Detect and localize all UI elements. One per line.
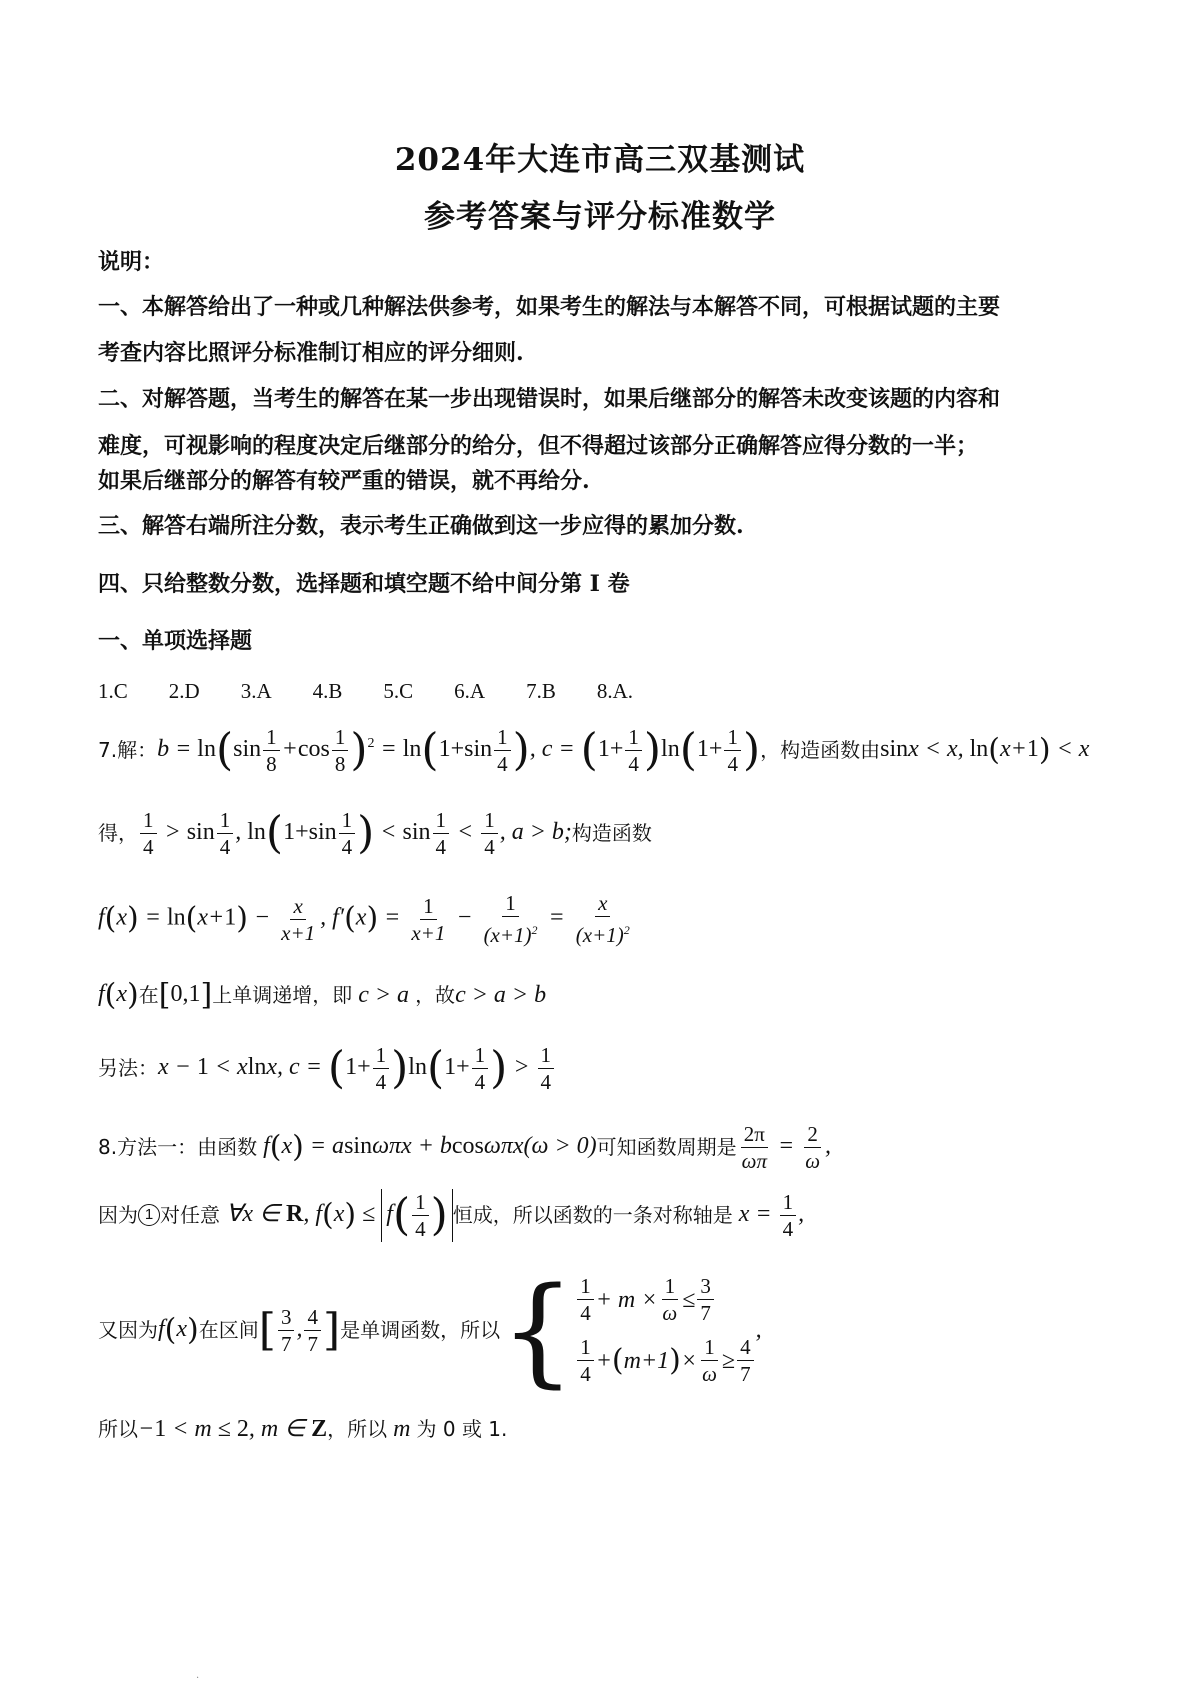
q7-formula-get: $\frac{1}{4}$ > sin $\frac{1}{4}$ , ln(1+sin $\frac{1}{4}$ ) < sin $\frac{1}{4}$ < $\frac{1}{4}$ , a > b;	[138, 807, 572, 860]
q7-formula-b: b = ln(sin $\frac{1}{8}$ +cos $\frac{1}{8}$ )$^2$ = ln(1+sin $\frac{1}{4}$ ), c = (1+ $\frac{1}{4}$ )ln(1+ $\frac{1}{4}$ )	[157, 724, 761, 776]
note-2c: 如果后继部分的解答有较严重的错误，就不再给分.	[98, 468, 590, 494]
q7-c-gt-a: c > a	[352, 982, 416, 1008]
note-1b: 考查内容比照评分标准制订相应的评分细则.	[98, 340, 524, 366]
q8-period-text: 可知函数周期是	[596, 1135, 737, 1159]
q7-alt-formula: x − 1 < xlnx, c = (1+ $\frac{1}{4}$ )ln(1+ $\frac{1}{4}$ ) > $\frac{1}{4}$	[158, 1042, 556, 1095]
note-1a: 一、本解答给出了一种或几种解法供参考，如果考生的解法与本解答不同，可根据试题的主要	[98, 294, 1001, 320]
q8-range: −1 < m ≤ 2, m ∈ Z	[138, 1416, 328, 1442]
answer-7: 7.B	[526, 679, 556, 703]
q7-c-gt-a-gt-b: c > a > b	[455, 982, 547, 1008]
left-brace-icon: {	[500, 1261, 576, 1399]
q8-line-2	[98, 1185, 1110, 1245]
q8-system: $\frac{1}{4}$ + m × $\frac{1}{\omega}$ ≤ $\frac{3}{7}$ $\frac{1}{4}$ + ( m+1 ) × $\frac{1}{\omega}$ ≥ $\frac{4}{7}$	[575, 1273, 755, 1387]
q7-mono-1: 在	[138, 983, 159, 1007]
q7-line-4	[98, 978, 1110, 1012]
q7-line-1	[98, 720, 1110, 780]
q8-mono-text: 是单调函数，所以	[340, 1318, 501, 1342]
answer-3: 3.A	[240, 679, 272, 703]
answer-1: 1.C	[98, 679, 128, 703]
q7-construct2: 构造函数	[571, 821, 652, 845]
q7-inequality: sinx < x, ln(x+1) < x	[880, 732, 1090, 768]
note-3: 三、解答右端所注分数，表示考生正确做到这一步应得的累加分数.	[98, 513, 744, 539]
circled-number-icon: 1	[138, 1204, 160, 1226]
q8-concl-b: ，所以	[327, 1417, 388, 1441]
note-4: 四、只给整数分数，选择题和填空题不给中间分第 I 卷	[98, 571, 630, 597]
page-subtitle: 参考答案与评分标准数学	[424, 199, 776, 235]
q8-label: 8.方法一：由函数	[98, 1135, 258, 1159]
answer-6: 6.A	[454, 679, 486, 703]
q8-formula-f: f(x) = asinωπx + bcosωπx(ω > 0)	[257, 1129, 597, 1165]
q7-fx: f(x)	[98, 977, 139, 1013]
q7-get-label: 得，	[98, 821, 138, 845]
q8-concl-c: 为 0 或 1.	[416, 1417, 508, 1441]
q8-forall: ∀x ∈ R, f(x) ≤ f( $\frac{1}{4}$ )	[220, 1189, 453, 1242]
q8-interval-text: 在区间	[198, 1318, 259, 1342]
q8-because-2: 又因为	[98, 1318, 158, 1342]
q8-line-3: 又因为 f(x) 在区间 [ $\frac{3}{7}$ , $\frac{4}{7}$ ] 是单调函数，所以 { $\frac{1}{4}$ + m × $\frac{1}{\omega}$ ≤ $\frac{3}{7}$ $\frac{1}{4}$ + ( m+1 ) × $\frac{1}{\omega}$ ≥ $\frac{4}{7}$ ,	[98, 1261, 762, 1399]
q8-because-1b: 对任意	[160, 1203, 220, 1227]
answer-4: 4.B	[312, 679, 343, 703]
q8-interval: [ $\frac{3}{7}$ , $\frac{4}{7}$ ]	[258, 1304, 341, 1356]
q8-line-4	[98, 1412, 1110, 1446]
q7-construct-text: ，构造函数由	[760, 738, 881, 762]
q7-mono-3: ，故	[415, 983, 456, 1007]
q7-line-alt	[98, 1038, 1110, 1098]
q8-line-1	[98, 1117, 1110, 1177]
q8-axis: x = $\frac{1}{4}$ ,	[732, 1189, 805, 1241]
footer-mark: .	[196, 1670, 200, 1681]
q8-fx: f(x)	[158, 1312, 199, 1348]
notes-label: 说明：	[98, 249, 165, 275]
q7-mono-2: 上单调递增，即	[212, 983, 353, 1007]
q8-because-1: 因为	[98, 1203, 138, 1227]
q7-line-2	[98, 803, 1110, 863]
q7-line-3	[98, 888, 1110, 950]
q8-const-text: 恒成，所以函数的一条对称轴是	[452, 1203, 733, 1227]
q7-interval: [0,1]	[158, 977, 213, 1013]
page-title: 2024年大连市高三双基测试	[394, 142, 806, 178]
q8-period: $\frac{2\pi}{\omega\pi}$ = $\frac{2}{\omega}$ ,	[741, 1121, 832, 1173]
answer-2: 2.D	[168, 679, 200, 703]
section-heading: 一、单项选择题	[98, 628, 253, 654]
q8-concl-a: 所以	[98, 1417, 138, 1441]
answer-list	[98, 676, 1110, 707]
answer-8: 8.A.	[596, 679, 633, 703]
answer-5: 5.C	[383, 679, 414, 703]
q8-m: m	[387, 1416, 417, 1442]
q7-alt-label: 另法：	[98, 1056, 158, 1080]
note-2b: 难度，可视影响的程度决定后继部分的给分，但不得超过该部分正确解答应得分数的一半；	[98, 433, 979, 459]
q7-formula-f: f(x) = ln(x+1) − $\frac{x}{x+1}$ , f′(x) = $\frac{1}{x+1}$ − $\frac{1}{(x+1)^2}$ = $\frac{x}{(x+1)^2}$	[98, 891, 630, 947]
q7-label: 7.解：	[98, 738, 158, 762]
note-2a: 二、对解答题，当考生的解答在某一步出现错误时，如果后继部分的解答未改变该题的内容和	[98, 386, 1001, 412]
